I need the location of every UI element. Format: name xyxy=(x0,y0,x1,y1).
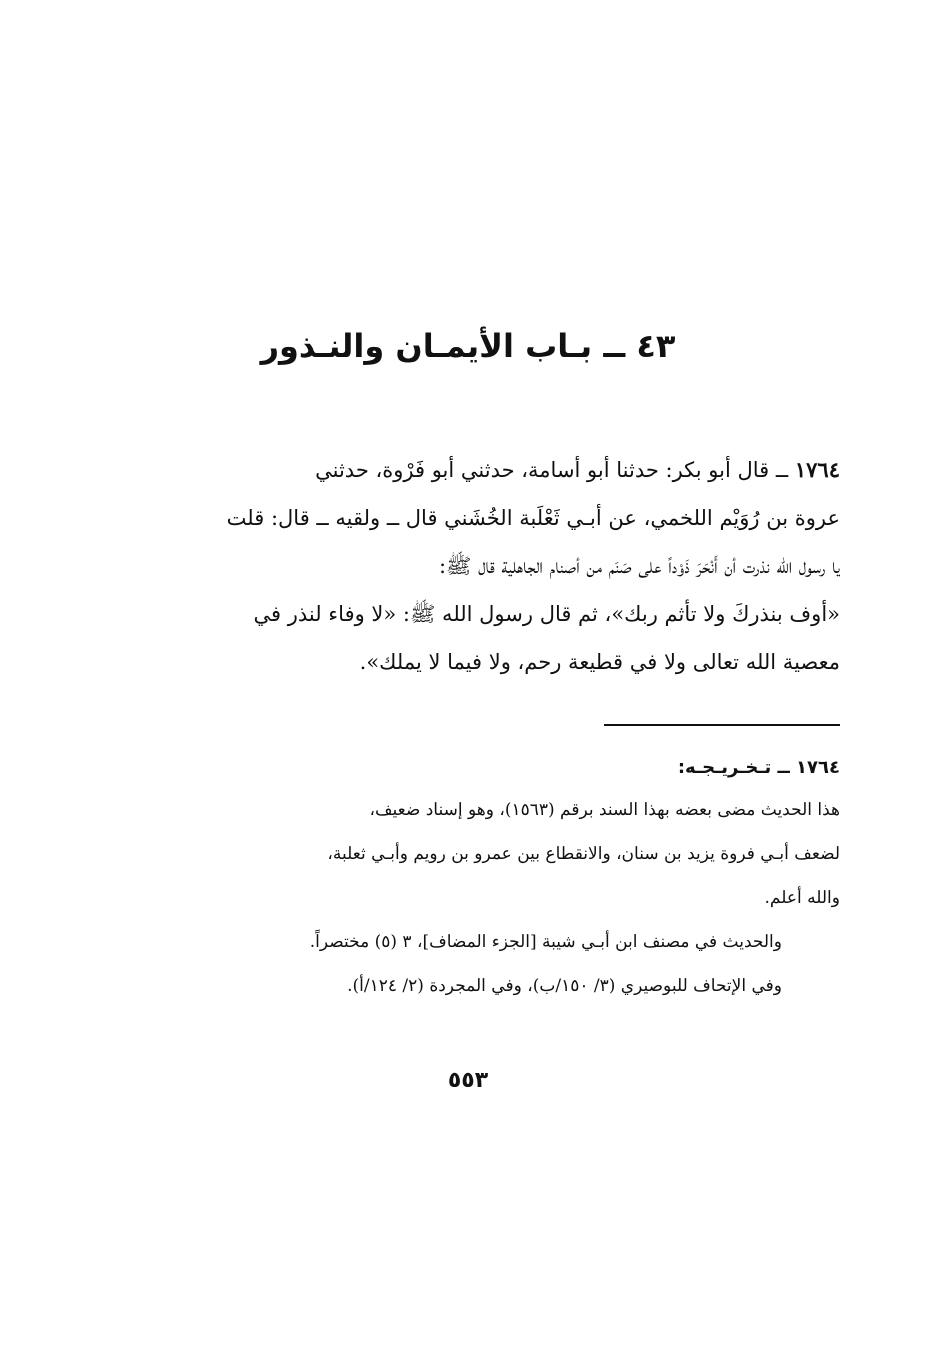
footnote-line: لضعف أبـي فروة يزيد بن سنان، والانقطاع بين عمرو بن رويم وأبـي ثعلبة، xyxy=(327,844,840,864)
hadith-line: «أوف بنذركَ ولا تأثم ربك»، ثم قال رسول الله ﷺ: «لا وفاء لنذر في xyxy=(253,602,840,626)
footnote xyxy=(118,748,840,1008)
footnote-line: والحديث في مصنف ابن أبـي شيبة [الجزء المضاف]، ٣ (٥) مختصراً. xyxy=(309,932,782,952)
footnote-line: والله أعلم. xyxy=(764,888,840,908)
hadith-number: ١٧٦٤ xyxy=(794,457,840,482)
chapter-title: ٤٣ ــ بـاب الأيمـان والنـذور xyxy=(260,327,676,365)
footnote-line: وفي الإتحاف للبوصيري (٣/ ١٥٠/ب)، وفي المجردة (٢/ ١٢٤/أ). xyxy=(347,976,782,996)
footnote-separator xyxy=(604,724,840,726)
hadith-line: عروة بن رُوَيْم اللخمي، عن أبـي ثَعْلَبة الخُشَني قال ــ ولقيه ــ قال: قلت xyxy=(226,506,840,530)
hadith-text xyxy=(118,446,840,686)
hadith-line: معصية الله تعالى ولا في قطيعة رحم، ولا فيما لا يملك». xyxy=(359,650,840,674)
page-number: ٥٥٣ xyxy=(447,1068,489,1093)
footnote-line: هذا الحديث مضى بعضه بهذا السند برقم (١٥٦٣)، وهو إسناد ضعيف، xyxy=(369,800,840,820)
hadith-line-text: ــ قال أبو بكر: حدثنا أبو أسامة، حدثني أبو فَرْوة، حدثني xyxy=(315,458,789,482)
hadith-line xyxy=(118,446,840,494)
footnote-heading: ١٧٦٤ ــ تـخـريـجـه: xyxy=(677,757,840,778)
hadith-line: يا رسول الله نذرت أن أَنْحَرَ ذَوْداً على صَنَم من أصنام الجاهلية قال ﷺ: xyxy=(438,554,840,578)
